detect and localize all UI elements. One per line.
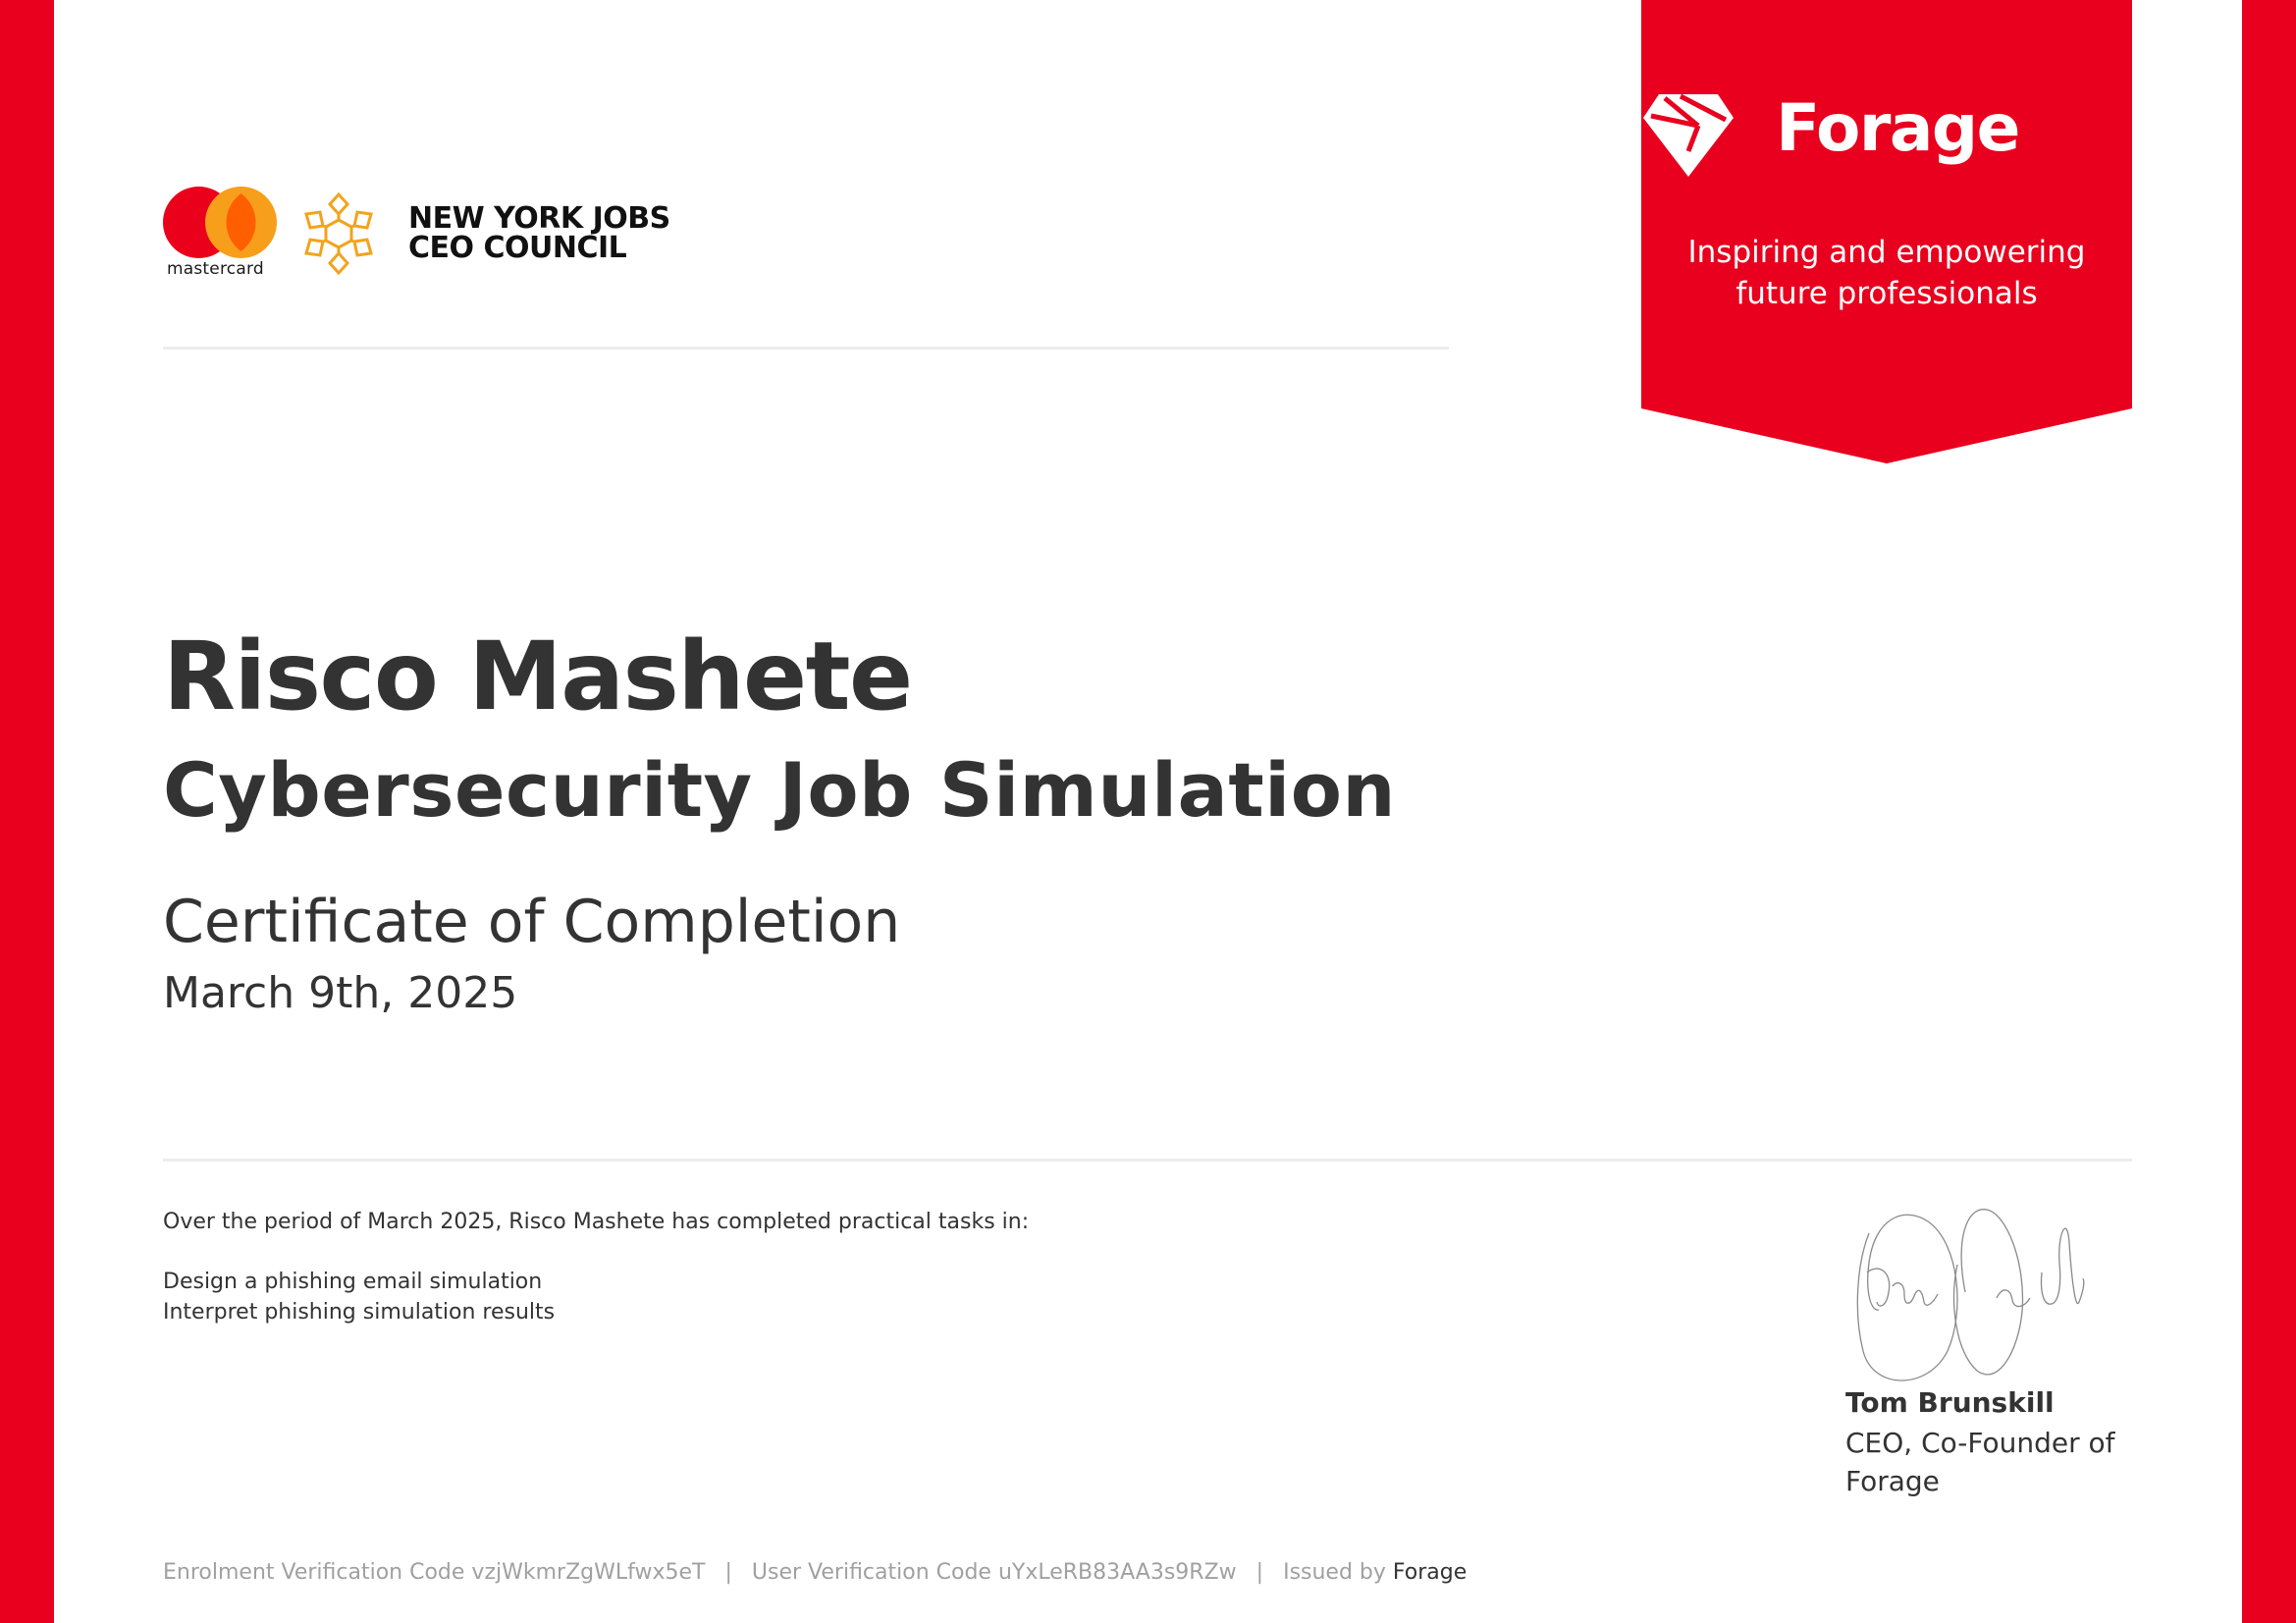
forage-logo	[1641, 90, 2132, 166]
header-divider	[163, 347, 1449, 350]
task-item: Design a phishing email simulation	[163, 1270, 543, 1294]
completion-summary: Over the period of March 2025, Risco Mashete has completed practical tasks in:	[163, 1210, 1030, 1234]
nyj-line-2: CEO COUNCIL	[408, 231, 627, 265]
enrolment-code: Enrolment Verification Code vzjWkmrZgWLfwx5eT	[163, 1560, 706, 1585]
verification-footer	[163, 1560, 1467, 1585]
nyj-emblem-icon	[296, 190, 381, 277]
footer-separator: |	[1255, 1560, 1264, 1585]
mastercard-wordmark: mastercard	[167, 259, 264, 279]
signatory-name: Tom Brunskill	[1845, 1386, 2055, 1419]
partner-logos	[163, 187, 670, 281]
forage-tagline	[1641, 232, 2132, 314]
mastercard-logo	[163, 187, 277, 281]
completion-date: March 9th, 2025	[163, 968, 518, 1018]
tagline-line-2: future professionals	[1735, 276, 2038, 311]
tagline-line-1: Inspiring and empowering	[1687, 235, 2086, 270]
user-code: User Verification Code uYxLeRB83AA3s9RZw	[751, 1560, 1237, 1585]
recipient-name: Risco Mashete	[163, 622, 912, 731]
footer-separator: |	[724, 1560, 732, 1585]
handwritten-signature	[1849, 1204, 2095, 1386]
right-border-bar	[2242, 0, 2296, 1623]
certificate-title: Certificate of Completion	[163, 888, 901, 956]
nyj-line-1: NEW YORK JOBS	[408, 201, 670, 236]
task-item: Interpret phishing simulation results	[163, 1300, 556, 1325]
forage-banner	[1641, 0, 2132, 466]
program-title: Cybersecurity Job Simulation	[163, 746, 1397, 834]
issuer-name: Forage	[1392, 1560, 1468, 1585]
forage-gem-icon	[1641, 90, 1735, 179]
issued-by-label: Issued by	[1283, 1560, 1386, 1585]
task-list	[163, 1267, 555, 1327]
nyj-wordmark	[408, 201, 670, 265]
left-border-bar	[0, 0, 54, 1623]
content-divider	[163, 1159, 2132, 1162]
forage-wordmark: Forage	[1776, 90, 2019, 166]
signatory-role: CEO, Co-Founder of Forage	[1845, 1427, 2115, 1497]
